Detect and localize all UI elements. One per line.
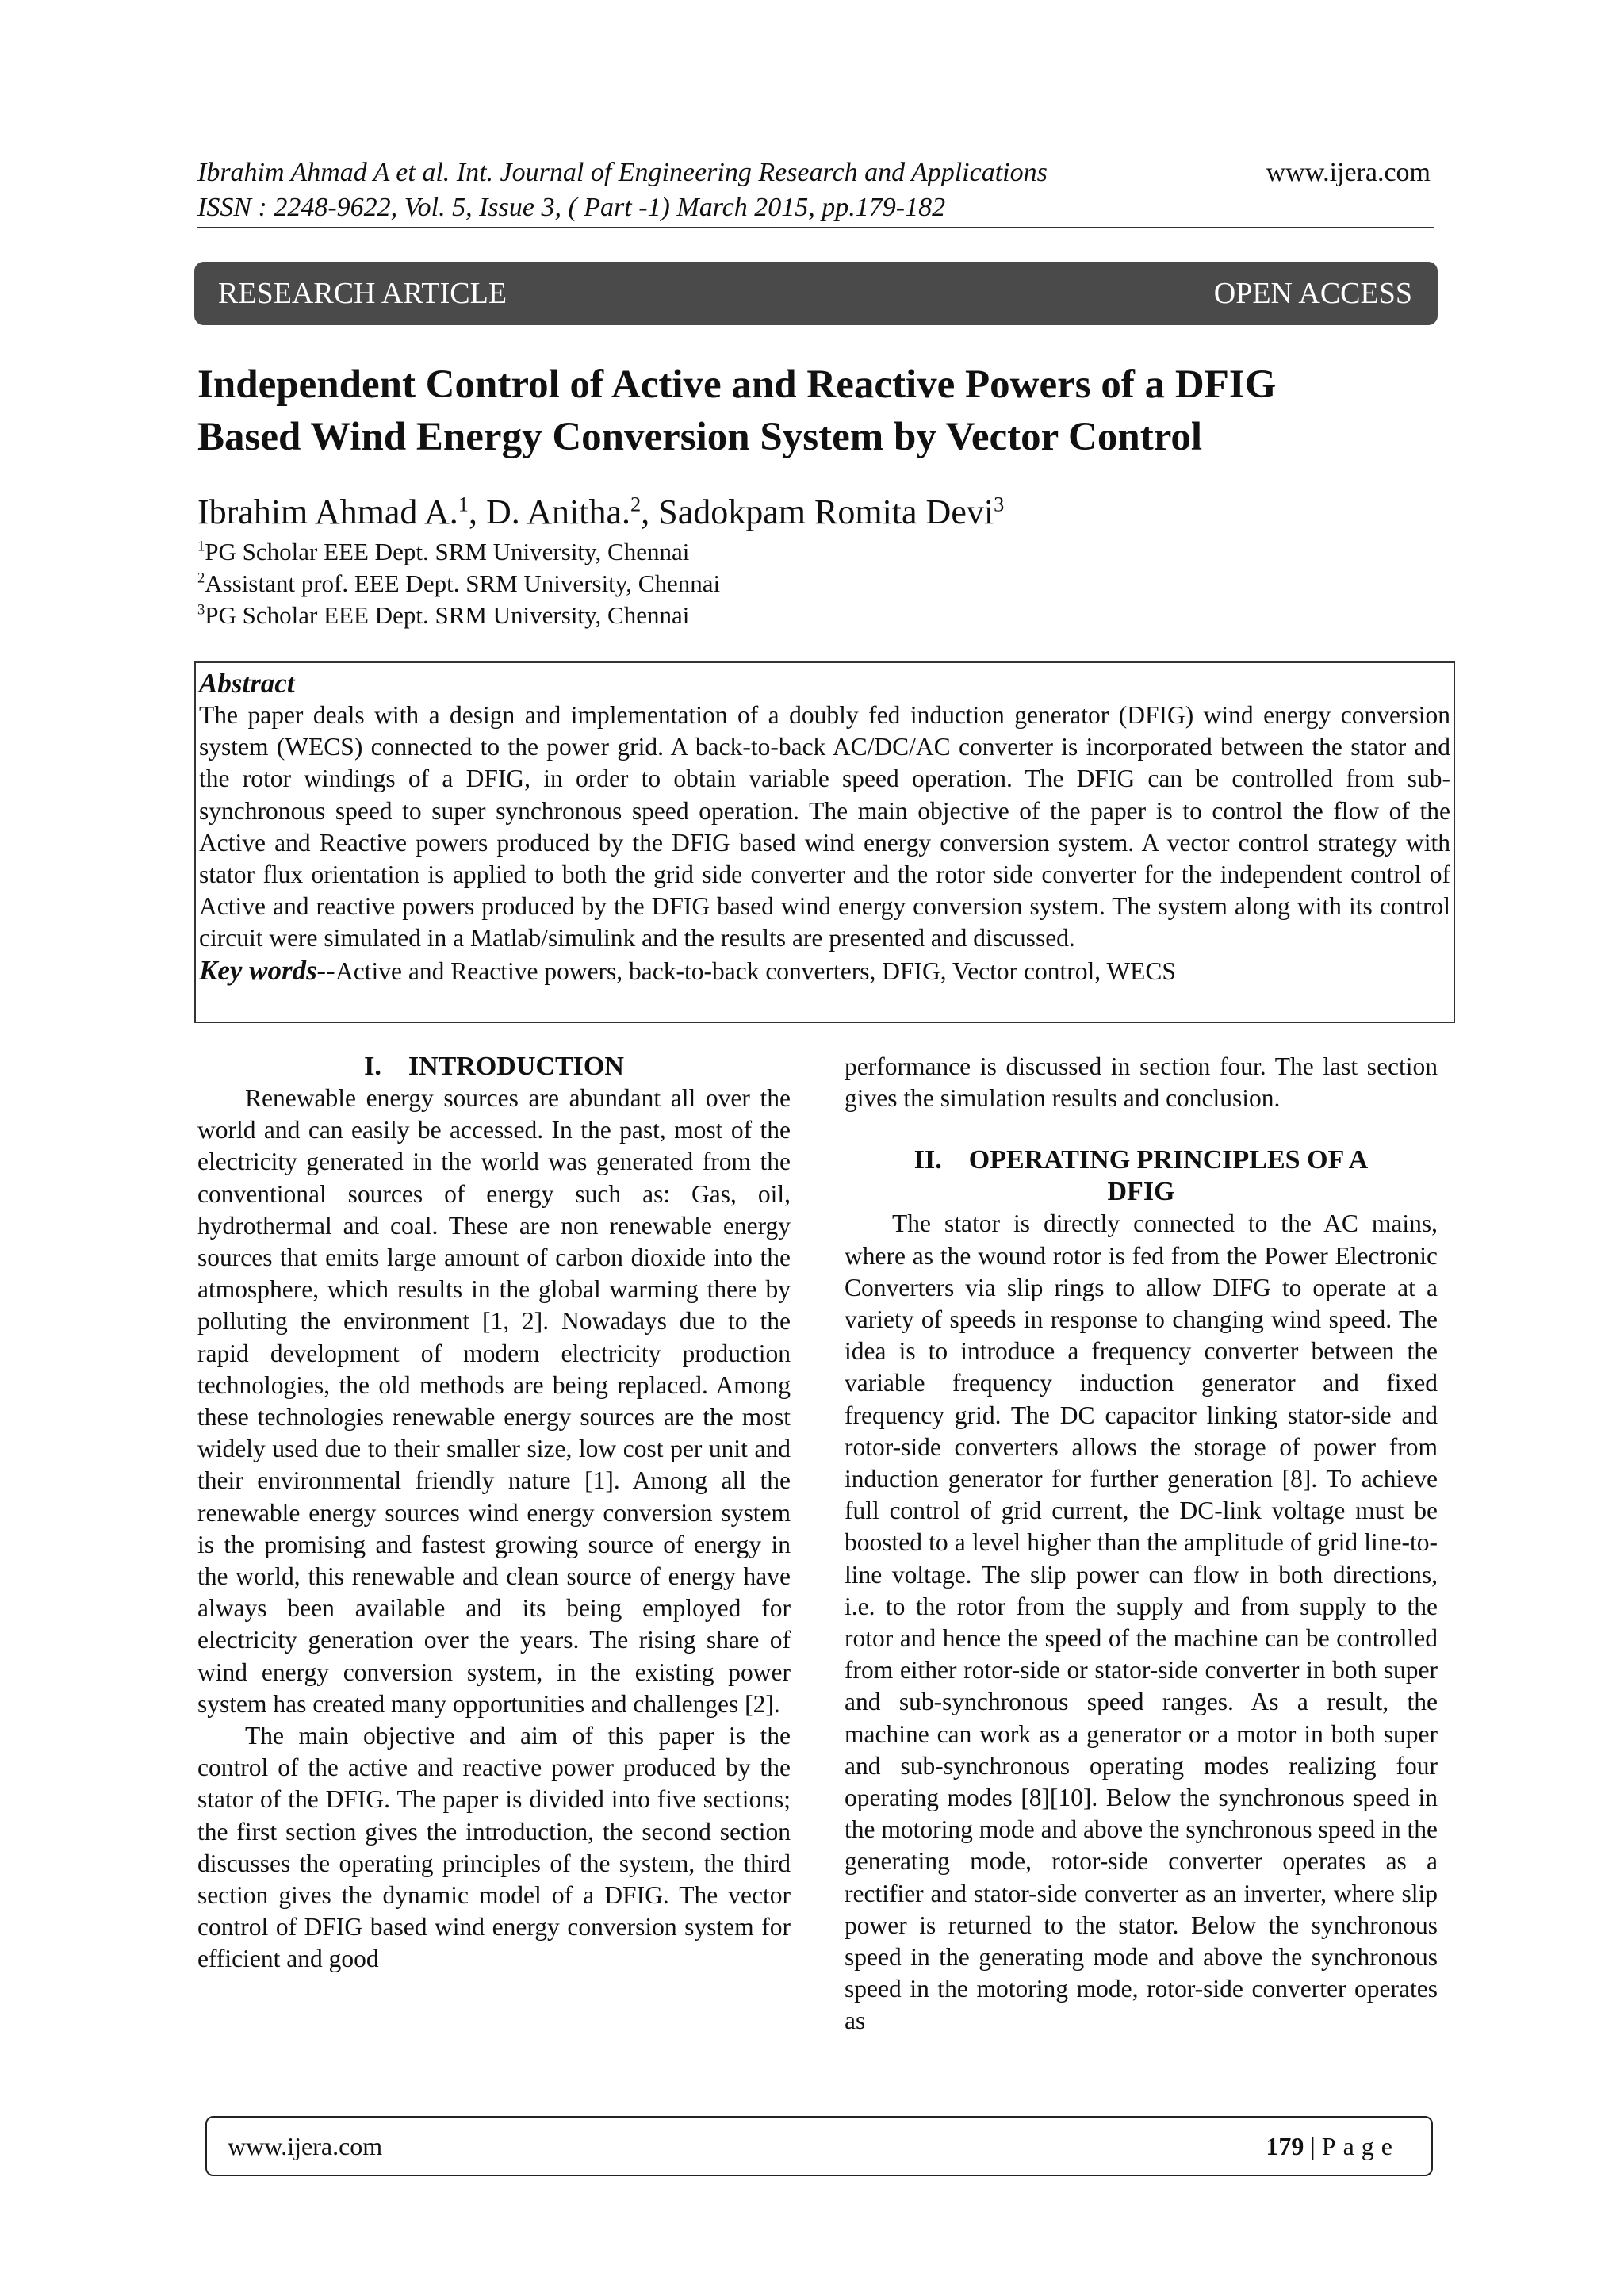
author-list	[197, 489, 1004, 536]
section-2-heading-line-1: II. OPERATING PRINCIPLES OF A	[914, 1145, 1369, 1175]
keywords-line	[199, 955, 1450, 987]
affiliation	[197, 568, 720, 600]
article-type-banner	[194, 262, 1438, 325]
author-separator: ,	[641, 493, 659, 531]
header-website-link[interactable]: www.ijera.com	[1266, 158, 1431, 187]
title-line-1: Independent Control of Active and Reactive Powers of a DFIG	[197, 362, 1277, 407]
right-column	[845, 1051, 1438, 2037]
affiliation	[197, 536, 720, 568]
journal-line-2: ISSN : 2248-9622, Vol. 5, Issue 3, ( Part -1) March 2015, pp.179-182	[197, 193, 946, 222]
open-access-label: OPEN ACCESS	[1213, 277, 1412, 310]
journal-line-1: Ibrahim Ahmad A et al. Int. Journal of Engineering Research and Applications	[197, 158, 1048, 187]
header-divider	[197, 227, 1434, 228]
keywords-text: Active and Reactive powers, back-to-back converters, DFIG, Vector control, WECS	[335, 956, 1176, 985]
page-word: Page	[1321, 2131, 1400, 2160]
keywords-label: Key words--	[199, 954, 336, 986]
author-name: Ibrahim Ahmad A.	[197, 493, 458, 531]
author-mark: 2	[630, 492, 642, 516]
introduction-heading: I. INTRODUCTION	[364, 1052, 624, 1081]
page-footer	[205, 2116, 1433, 2176]
section-2-heading-line-2: DFIG	[1107, 1177, 1175, 1207]
affiliation-mark: 2	[197, 569, 205, 587]
author-mark: 3	[994, 492, 1005, 516]
paper-title	[197, 358, 1434, 463]
left-column	[197, 1051, 791, 1976]
author-name: D. Anitha.	[485, 493, 631, 531]
abstract-text: The paper deals with a design and implementation of a doubly fed induction generator (DFIG) wind energy conversion system (WECS) connected to the power grid. A back-to-back AC/DC/AC converter is incorporated between the stator and the rotor windings of a DFIG, in order to obtain variable speed operation. The DFIG can be controlled from sub-synchronous speed to super synchronous speed operation. The main objective of the paper is to control the flow of the Active and Reactive powers produced by the DFIG based wind energy conversion system. A vector control strategy with stator flux orientation is applied to both the grid side converter and the rotor side converter for the independent control of Active and reactive powers produced by the DFIG based wind energy conversion system. The system along with its control circuit were simulated in a Matlab/simulink and the results are presented and discussed.	[199, 701, 1450, 953]
abstract-box	[194, 661, 1455, 1023]
section-gap	[845, 1114, 1438, 1144]
intro-paragraph-2: The main objective and aim of this paper is the control of the active and reactive power produced by the stator of the DFIG. The paper is divided into five sections; the first section gives the introduction, the second section discusses the operating principles of the system, the third section gives the dynamic model of a DFIG. The vector control of DFIG based wind energy conversion system for efficient and good	[197, 1722, 791, 1973]
author-separator: ,	[468, 493, 486, 531]
section-2-heading	[845, 1144, 1438, 1208]
research-article-label: RESEARCH ARTICLE	[218, 277, 508, 310]
journal-citation	[197, 155, 1048, 225]
page-number: 179	[1266, 2131, 1304, 2160]
page-separator: |	[1304, 2131, 1322, 2160]
page-indicator	[1266, 2132, 1400, 2161]
affiliation-mark: 3	[197, 601, 205, 619]
author-name: Sadokpam Romita Devi	[658, 493, 994, 531]
affiliation-list	[197, 536, 720, 631]
author-mark: 1	[458, 492, 469, 516]
footer-website-link[interactable]: www.ijera.com	[228, 2131, 383, 2160]
intro-paragraph-3: performance is discussed in section four. The last section gives the simulation results and conclusion.	[845, 1052, 1438, 1113]
intro-paragraph-1: Renewable energy sources are abundant all over the world and can easily be accessed. In the past, most of the electricity generated in the world was generated from the conventional sources of energy such as: Gas, oil, hydrothermal and coal. These are non renewable energy sources that emits large amount of carbon dioxide into the atmosphere, which results in the global warming there by polluting the environment [1, 2]. Nowadays due to the rapid development of modern electricity production technologies, the old methods are being replaced. Among these technologies renewable energy sources are the most widely used due to their smaller size, low cost per unit and their environmental friendly nature [1]. Among all the renewable energy sources wind energy conversion system is the promising and fastest growing source of energy in the world, this renewable and clean source of energy have always been available and its being employed for electricity generation over the years. The rising share of wind energy conversion system, in the existing power system has created many opportunities and challenges [2].	[197, 1084, 791, 1718]
affiliation-mark: 1	[197, 538, 205, 555]
affiliation	[197, 600, 720, 631]
affiliation-text: PG Scholar EEE Dept. SRM University, Chennai	[205, 601, 690, 629]
section-2-paragraph-1: The stator is directly connected to the AC mains, where as the wound rotor is fed from the Power Electronic Converters via slip rings to allow DIFG to operate at a variety of speeds in response to changing wind speed. The idea is to introduce a frequency converter between the variable frequency induction generator and fixed frequency grid. The DC capacitor linking stator-side and rotor-side converters allows the storage of power from induction generator for further generation [8]. To achieve full control of grid current, the DC-link voltage must be boosted to a level higher than the amplitude of grid line-to-line voltage. The slip power can flow in both directions, i.e. to the rotor from the supply and from supply to the rotor and hence the speed of the machine can be controlled from either rotor-side or stator-side converter in both super and sub-synchronous speed ranges. As a result, the machine can work as a generator or a motor in both super and sub-synchronous operating modes realizing four operating modes [8][10]. Below the synchronous speed in the motoring mode and above the synchronous speed in the generating mode, rotor-side converter operates as a rectifier and stator-side converter as an inverter, where slip power is returned to the stator. Below the synchronous speed in the generating mode and above the synchronous speed in the motoring mode, rotor-side converter operates as	[845, 1209, 1438, 2035]
title-line-2: Based Wind Energy Conversion System by Vector Control	[197, 415, 1203, 459]
affiliation-text: Assistant prof. EEE Dept. SRM University, Chennai	[205, 569, 721, 597]
affiliation-text: PG Scholar EEE Dept. SRM University, Chennai	[205, 538, 690, 565]
abstract-heading: Abstract	[199, 668, 295, 699]
